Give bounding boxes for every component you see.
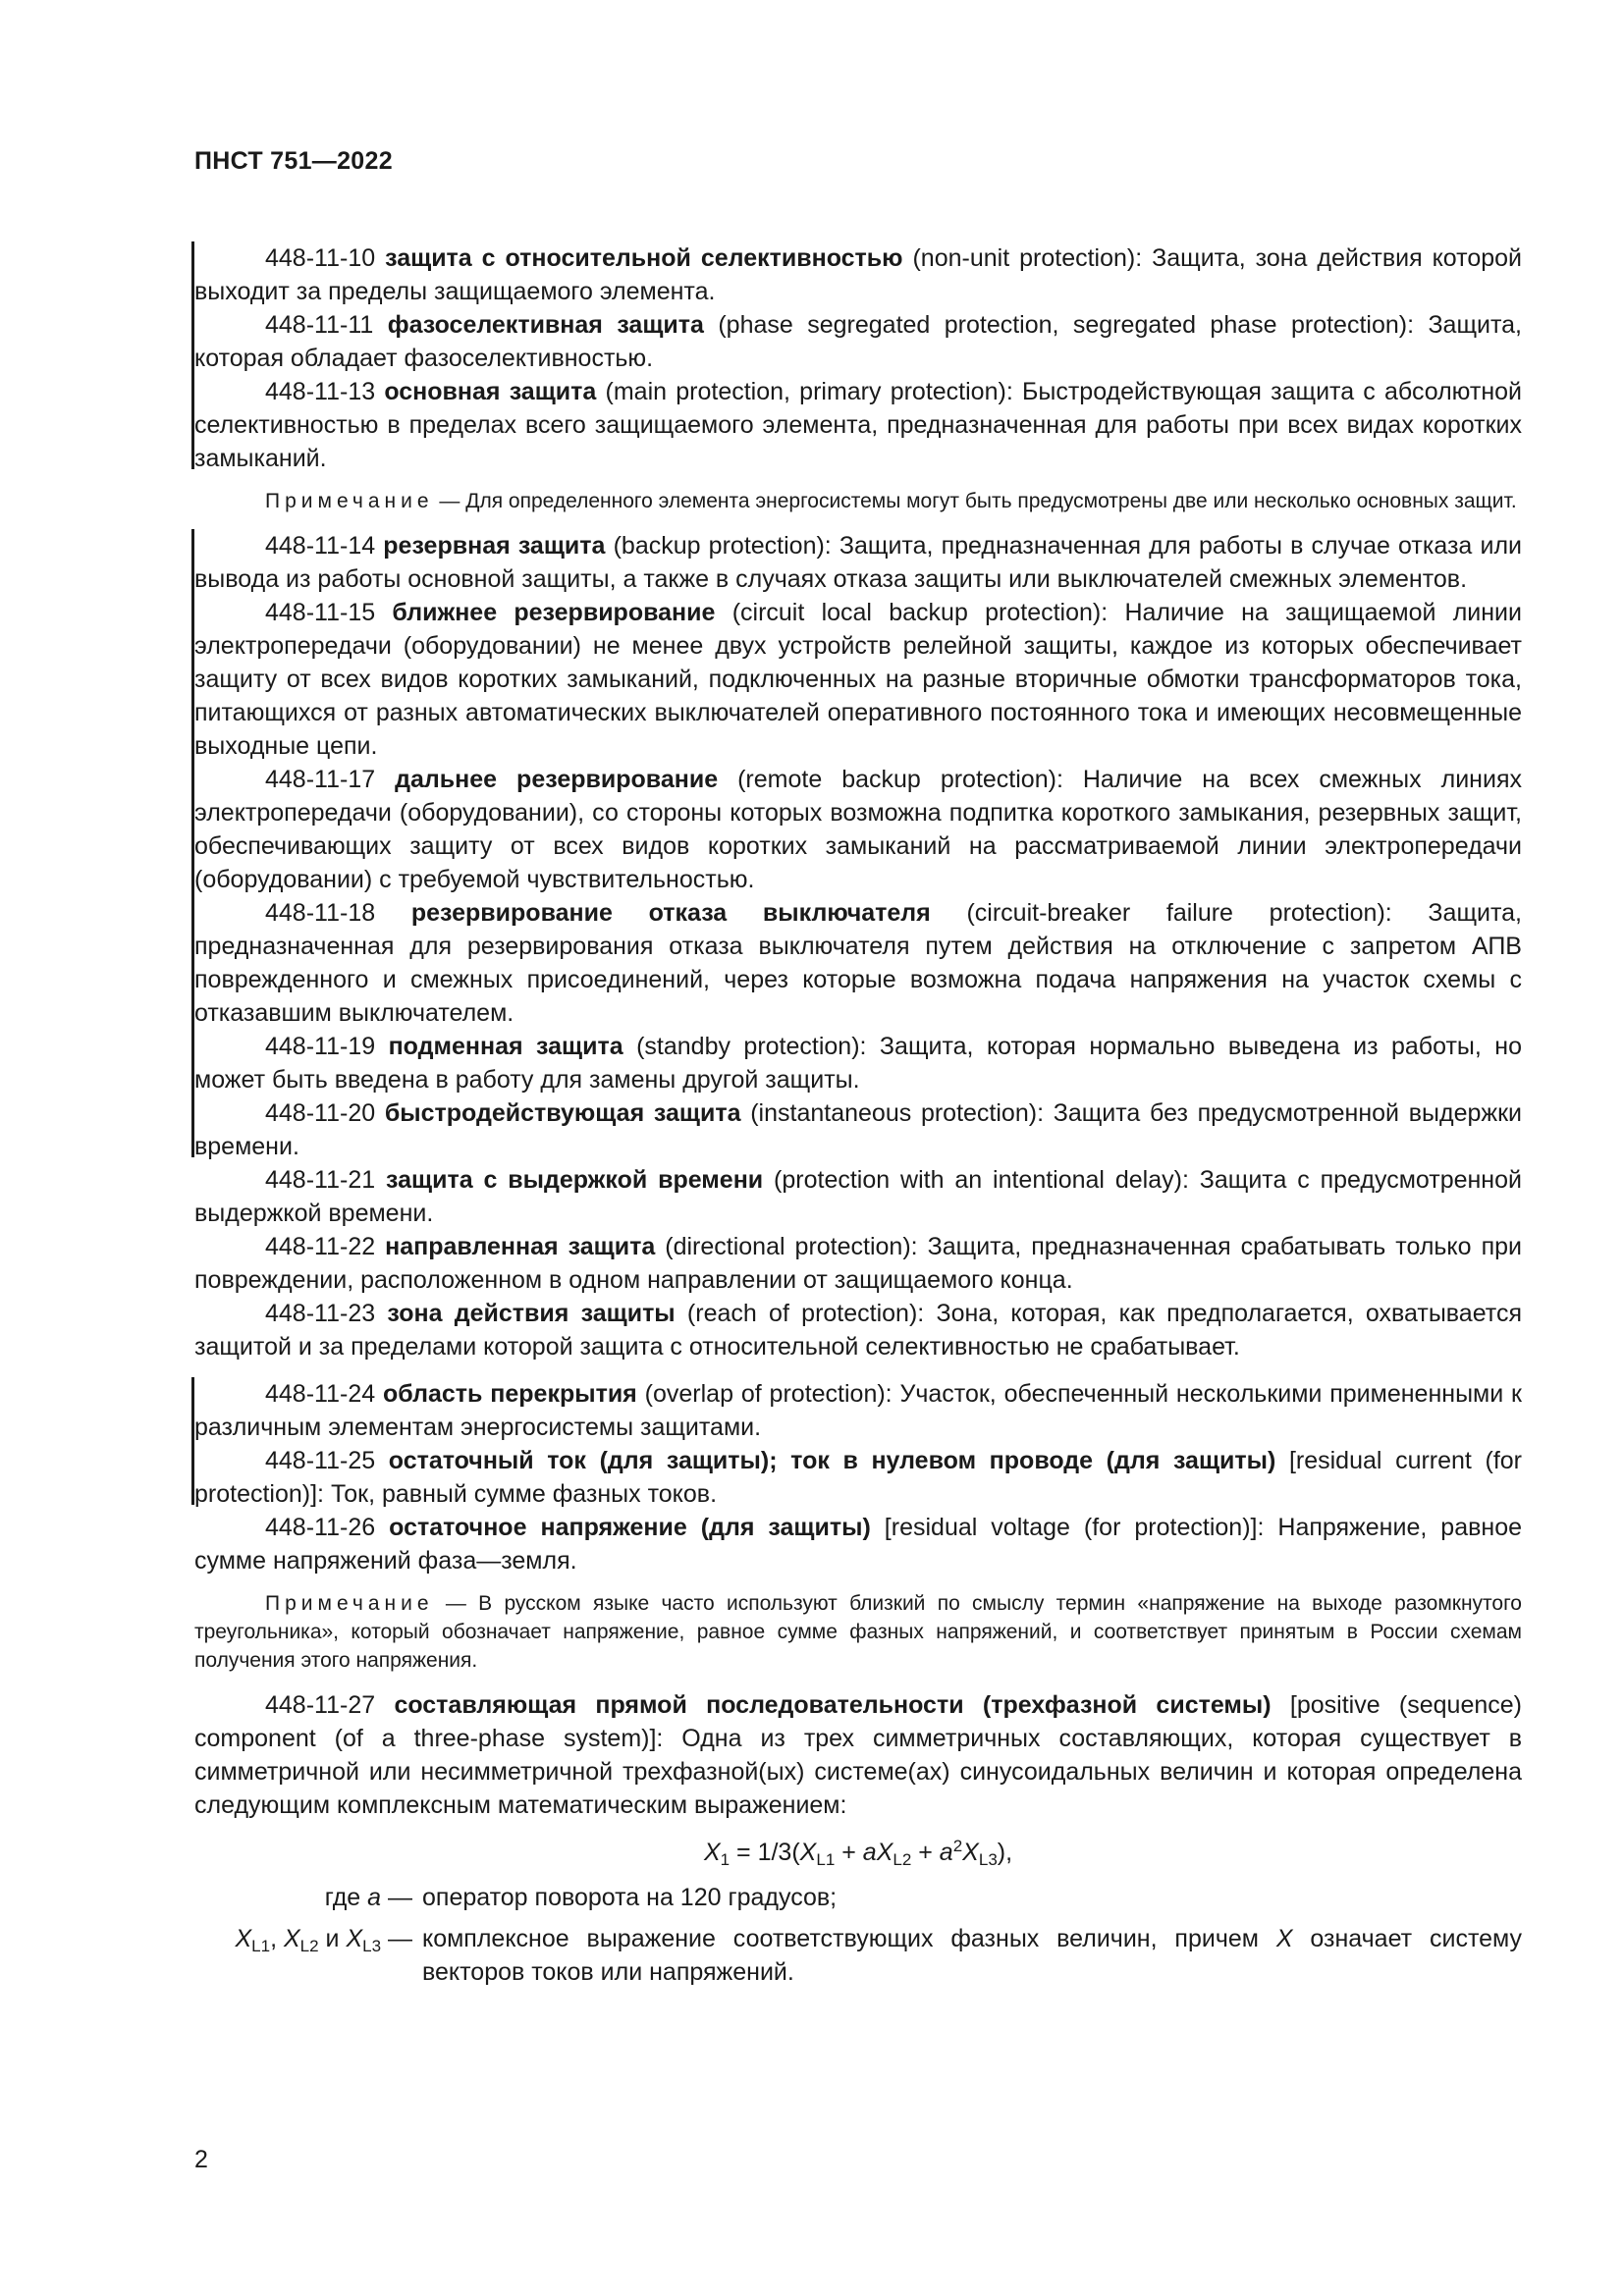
entry-term: направленная защита bbox=[385, 1233, 656, 1260]
note-1 bbox=[194, 487, 1522, 515]
where-var: X bbox=[235, 1925, 252, 1952]
term-entry-448-11-21 bbox=[194, 1163, 1522, 1230]
term-entry-448-11-23 bbox=[194, 1297, 1522, 1363]
entry-code: 448-11-15 bbox=[265, 599, 376, 626]
term-entry-448-11-11 bbox=[194, 308, 1522, 375]
entry-term: защита с относительной селективностью bbox=[385, 244, 903, 272]
term-entry-448-11-20 bbox=[194, 1096, 1522, 1163]
entry-term: остаточный ток (для защиты); ток в нулевом проводе (для защиты) bbox=[388, 1447, 1276, 1474]
page-number: 2 bbox=[194, 2146, 208, 2173]
entry-code: 448-11-27 bbox=[265, 1691, 376, 1719]
entry-definition: (circuit local backup protection): Наличие на защищаемой линии электропередачи (оборудовании) не менее двух устройств релейной защиты, каждое из которых обеспечивает защиту от всех видов коротких замыканий, подключенных на разные вторичные обмотки трансформаторов тока, питающихся от разных автоматических выключателей оперативного постоянного тока и имеющих несовмещенные выходные цепи. bbox=[194, 599, 1522, 760]
formula-op: + bbox=[911, 1839, 940, 1866]
formula-var: X bbox=[962, 1839, 979, 1866]
entry-definition: (circuit-breaker failure protection): Защита, предназначенная для резервирования отказа выключателя путем действия на отключение с запретом АПВ поврежденного и смежных присоединений, через которые возможна подача напряжения на участок схемы с отказавшим выключателем. bbox=[194, 899, 1522, 1027]
entry-definition: (protection with an intentional delay): Защита с предусмотренной выдержкой времени. bbox=[194, 1166, 1522, 1227]
formula-var: X bbox=[876, 1839, 893, 1866]
entry-term: фазоселективная защита bbox=[387, 311, 704, 339]
formula-sub: L2 bbox=[893, 1850, 912, 1869]
entry-definition: (instantaneous protection): Защита без предусмотренной выдержки времени. bbox=[194, 1099, 1523, 1160]
formula-sup: 2 bbox=[952, 1837, 963, 1855]
formula-sub: 1 bbox=[720, 1850, 731, 1869]
formula-sub: L3 bbox=[978, 1850, 998, 1869]
entry-code: 448-11-26 bbox=[265, 1514, 376, 1541]
where-var: X bbox=[1275, 1925, 1293, 1952]
where-term bbox=[194, 1922, 412, 1989]
term-entry-448-11-10 bbox=[194, 241, 1522, 308]
entry-code: 448-11-11 bbox=[265, 311, 374, 339]
block-448-11-27 bbox=[194, 1688, 1522, 1989]
entry-code: 448-11-18 bbox=[265, 899, 376, 927]
entry-definition: (non-unit protection): Защита, зона действия которой выходит за пределы защищаемого элемента. bbox=[194, 244, 1522, 305]
term-entry-448-11-22 bbox=[194, 1230, 1522, 1297]
entry-code: 448-11-22 bbox=[265, 1233, 376, 1260]
entry-definition: [residual current (for protection)]: Ток, равный сумме фазных токов. bbox=[194, 1447, 1522, 1508]
where-var: a bbox=[367, 1884, 382, 1911]
note-label: Примечание bbox=[265, 1592, 434, 1615]
entry-definition: (phase segregated protection, segregated phase protection): Защита, которая обладает фазоселективностью. bbox=[194, 311, 1523, 372]
entry-code: 448-11-10 bbox=[265, 244, 376, 272]
entry-code: 448-11-23 bbox=[265, 1300, 376, 1327]
formula-var: a bbox=[862, 1839, 877, 1866]
entry-term: резервирование отказа выключателя bbox=[410, 899, 931, 927]
where-dash: — bbox=[381, 1925, 412, 1952]
unbarred-block bbox=[194, 1163, 1522, 1363]
entry-definition: (directional protection): Защита, предназначенная срабатывать только при повреждении, расположенном в одном направлении от защищаемого конца. bbox=[194, 1233, 1522, 1294]
entry-definition: (overlap of protection): Участок, обеспеченный несколькими примененными к различным элементам энергосистемы защитами. bbox=[194, 1380, 1522, 1441]
where-sep: и bbox=[318, 1925, 347, 1952]
formula-sub: L1 bbox=[816, 1850, 836, 1869]
document-body bbox=[194, 241, 1522, 1989]
formula-op: + bbox=[835, 1839, 863, 1866]
entry-term: составляющая прямой последовательности (трехфазной системы) bbox=[394, 1691, 1272, 1719]
note-2 bbox=[194, 1589, 1522, 1675]
entry-code: 448-11-20 bbox=[265, 1099, 376, 1127]
entry-definition: [residual voltage (for protection)]: Напряжение, равное сумме напряжений фаза—земля. bbox=[194, 1514, 1523, 1575]
where-line-2 bbox=[194, 1922, 1522, 1989]
revision-block-3 bbox=[194, 1377, 1522, 1511]
entry-code: 448-11-19 bbox=[265, 1033, 376, 1060]
entry-term: подменная защита bbox=[388, 1033, 623, 1060]
entry-term: остаточное напряжение (для защиты) bbox=[389, 1514, 871, 1541]
entry-term: область перекрытия bbox=[383, 1380, 637, 1408]
entry-term: зона действия защиты bbox=[387, 1300, 676, 1327]
where-var: X bbox=[346, 1925, 363, 1952]
entry-code: 448-11-25 bbox=[265, 1447, 376, 1474]
term-entry-448-11-17 bbox=[194, 763, 1522, 896]
where-line-1 bbox=[194, 1881, 1522, 1914]
entry-term: быстродействующая защита bbox=[384, 1099, 741, 1127]
where-sub: L1 bbox=[251, 1937, 271, 1955]
formula-var: X bbox=[703, 1839, 721, 1866]
where-term bbox=[194, 1881, 412, 1914]
where-definition: оператор поворота на 120 градусов; bbox=[422, 1884, 838, 1911]
formula-var: X bbox=[799, 1839, 817, 1866]
entry-definition: (main protection, primary protection): Быстродействующая защита с абсолютной селективностью в пределах всего защищаемого элемента, предназначенная для работы при всех видах коротких замыканий. bbox=[194, 378, 1522, 472]
entry-code: 448-11-24 bbox=[265, 1380, 376, 1408]
entry-code: 448-11-17 bbox=[265, 766, 376, 793]
formula-var: a bbox=[939, 1839, 953, 1866]
formula-positive-sequence bbox=[194, 1836, 1522, 1869]
where-sub: L2 bbox=[299, 1937, 319, 1955]
revision-block-2 bbox=[194, 529, 1522, 1163]
formula-op: = 1/3( bbox=[730, 1839, 800, 1866]
entry-code: 448-11-21 bbox=[265, 1166, 376, 1194]
formula-op: ), bbox=[997, 1839, 1013, 1866]
where-var: X bbox=[283, 1925, 300, 1952]
where-dash: — bbox=[381, 1884, 412, 1911]
entry-definition: (remote backup protection): Наличие на всех смежных линиях электропередачи (оборудовании), со стороны которых возможна подпитка короткого замыкания, резервных защит, обеспечивающих защиту от всех видов коротких замыканий на рассматриваемой линии электропередачи (оборудовании) с требуемой чувствительностью. bbox=[194, 766, 1522, 893]
entry-definition: (backup protection): Защита, предназначенная для работы в случае отказа или вывода из работы основной защиты, а также в случаях отказа защиты или выключателей смежных элементов. bbox=[194, 532, 1523, 593]
note-label: Примечание bbox=[265, 490, 434, 512]
entry-term: резервная защита bbox=[383, 532, 606, 560]
where-prefix: где bbox=[324, 1884, 368, 1911]
where-sub: L3 bbox=[362, 1937, 382, 1955]
where-definition bbox=[412, 1922, 1522, 1989]
term-entry-448-11-13 bbox=[194, 375, 1522, 475]
entry-code: 448-11-14 bbox=[265, 532, 376, 560]
entry-definition: (reach of protection): Зона, которая, как предполагается, охватывается защитой и за пределами которой защита с относительной селективностью не срабатывает. bbox=[194, 1300, 1522, 1361]
document-number: ПНСТ 751—2022 bbox=[194, 147, 393, 175]
term-entry-448-11-15 bbox=[194, 596, 1522, 763]
where-sep: , bbox=[270, 1925, 284, 1952]
term-entry-448-11-26 bbox=[194, 1511, 1522, 1577]
term-entry-448-11-18 bbox=[194, 896, 1522, 1030]
entry-term: основная защита bbox=[384, 378, 597, 405]
entry-definition: [positive (sequence) component (of a three-phase system)]: Одна из трех симметричных составляющих, которая существует в симметричной или несимметричной трехфазной(ых) системе(ах) синусоидальных величин и которая определена следующим комплексным математическим выражением: bbox=[194, 1691, 1522, 1819]
note-text: — В русском языке часто используют близкий по смыслу термин «напряжение на выходе разомкнутого треугольника», который обозначает напряжение, равное сумме фазных напряжений, и соответствует принятым в России схемам получения этого напряжения. bbox=[194, 1592, 1522, 1672]
block-448-11-26 bbox=[194, 1511, 1522, 1577]
note-text: — Для определенного элемента энергосистемы могут быть предусмотрены две или несколько основных защит. bbox=[433, 490, 1517, 512]
revision-block-1 bbox=[194, 241, 1522, 475]
term-entry-448-11-25 bbox=[194, 1444, 1522, 1511]
entry-term: ближнее резервирование bbox=[392, 599, 716, 626]
entry-term: дальнее резервирование bbox=[395, 766, 719, 793]
term-entry-448-11-27 bbox=[194, 1688, 1522, 1822]
term-entry-448-11-24 bbox=[194, 1377, 1522, 1444]
entry-code: 448-11-13 bbox=[265, 378, 376, 405]
entry-term: защита с выдержкой времени bbox=[386, 1166, 764, 1194]
term-entry-448-11-14 bbox=[194, 529, 1522, 596]
where-text: комплексное выражение соответствующих фазных величин, причем bbox=[422, 1925, 1276, 1952]
where-text: означает систему векторов токов или напряжений. bbox=[422, 1925, 1522, 1986]
term-entry-448-11-19 bbox=[194, 1030, 1522, 1096]
entry-definition: (standby protection): Защита, которая нормально выведена из работы, но может быть введена в работу для замены другой защиты. bbox=[194, 1033, 1522, 1094]
